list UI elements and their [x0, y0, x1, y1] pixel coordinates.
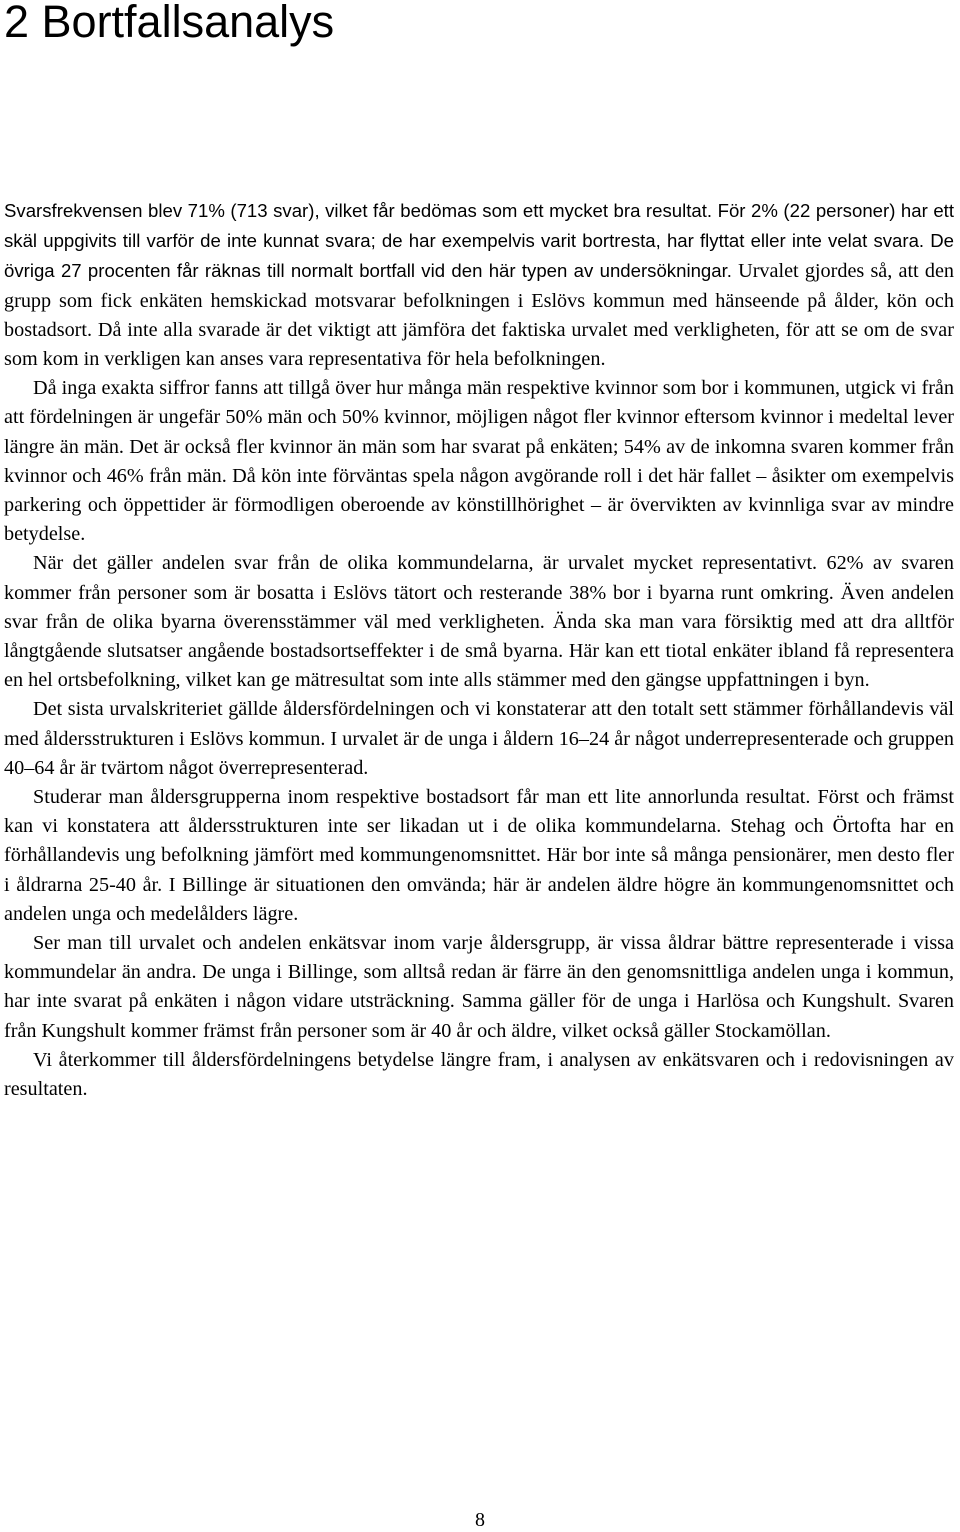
paragraph-response-rate-sans-part: Svarsfrekvensen blev 71% (713 svar), vilket får bedömas som ett mycket bra resultat. För 2% (22 personer) har ett skäl uppgivits till varför de inte kunnat svara; de har exempelvis varit bortresta, har flyttat eller inte velat svara. De övriga 27 procenten får räknas till normalt bortfall vid den här typen av undersökningar. [4, 200, 954, 282]
paragraph-conclusion: Vi återkommer till åldersfördelningens betydelse längre fram, i analysen av enkätsvaren och i redovisningen av resultaten. [4, 1048, 954, 1101]
paragraph-districts: När det gäller andelen svar från de olika kommundelarna, är urvalet mycket representativt. 62% av svaren kommer från personer som är bosatta i Eslövs tätort och resterande 38% bor i byarna runt omkring. Även andelen svar från de olika byarna överensstämmer väl med verkligheten. Ända ska man vara försiktig med att dra alltför långtgående slutsatser angående bostadsortseffekter i de små byarna. Här kan ett tiotal enkäter ibland få representera en hel ortsbefolkning, vilket kan ge mätresultat som inte alls stämmer med den gängse uppfattningen i byn. [4, 552, 954, 692]
paragraph-gender: Då inga exakta siffror fanns att tillgå över hur många män respektive kvinnor som bor i kommunen, utgick vi från att fördelningen är ungefär 50% män och 50% kvinnor, möjligen något fler kvinnor eftersom kvinnor i medeltal lever längre än män. Det är också fler kvinnor än män som har svarat på enkäten; 54% av de inkomna svaren kommer från kvinnor och 46% från män. Då kön inte förväntas spela någon avgörande roll i det här fallet – åsikter om exempelvis parkering och öppettider är förmodligen oberoende av könstillhörighet – är övervikten av kvinnliga svar av mindre betydelse. [4, 377, 954, 546]
paragraph-response-rate [4, 196, 954, 374]
paragraph-age-criterion: Det sista urvalskriteriet gällde åldersfördelningen och vi konstaterar att den totalt sett stämmer förhållandevis väl med åldersstrukturen i Eslövs kommun. I urvalet är de unga i åldern 16–24 år något underrepresenterade och gruppen 40–64 år är tvärtom något överrepresenterad. [4, 698, 954, 779]
paragraph-age-groups: Studerar man åldersgrupperna inom respektive bostadsort får man ett lite annorlunda resultat. Först och främst kan vi konstatera att åldersstrukturen inte ser likadan ut i de olika kommundelarna. Stehag och Örtofta har en förhållandevis ung befolkning jämfört med kommungenomsnittet. Här bor inte så många pensionärer, men desto fler i åldrarna 25-40 år. I Billinge är situationen den omvända; här är andelen äldre högre än kommungenomsnittet och andelen unga och medelålders lägre. [4, 786, 954, 925]
paragraph-response-rate-serif-part: Urvalet gjordes så, att den grupp som fick enkäten hemskickad motsvarar befolkningen i Eslövs kommun med hänseende på ålder, kön och bostadsort. Då inte alla svarade är det viktigt att jämföra det faktiska urvalet med verkligheten, för att se om de svar som kom in verkligen kan anses vara representativa för hela befolkningen. [4, 260, 954, 371]
paragraph-sample-by-age: Ser man till urvalet och andelen enkätsvar inom varje åldersgrupp, är vissa åldrar bättre representerade i vissa kommundelar än andra. De unga i Billinge, som alltså redan är färre än den genomsnittliga andelen unga i kommun, har inte svarat på enkäten i någon vidare utsträckning. Samma gäller för de unga i Harlösa och Kungshult. Svaren från Kungshult kommer främst från personer som är 40 år och äldre, vilket också gäller Stockamöllan. [4, 932, 954, 1042]
page-number: 8 [475, 1509, 485, 1531]
body-text [4, 196, 954, 1104]
section-heading: 2 Bortfallsanalys [4, 0, 335, 47]
